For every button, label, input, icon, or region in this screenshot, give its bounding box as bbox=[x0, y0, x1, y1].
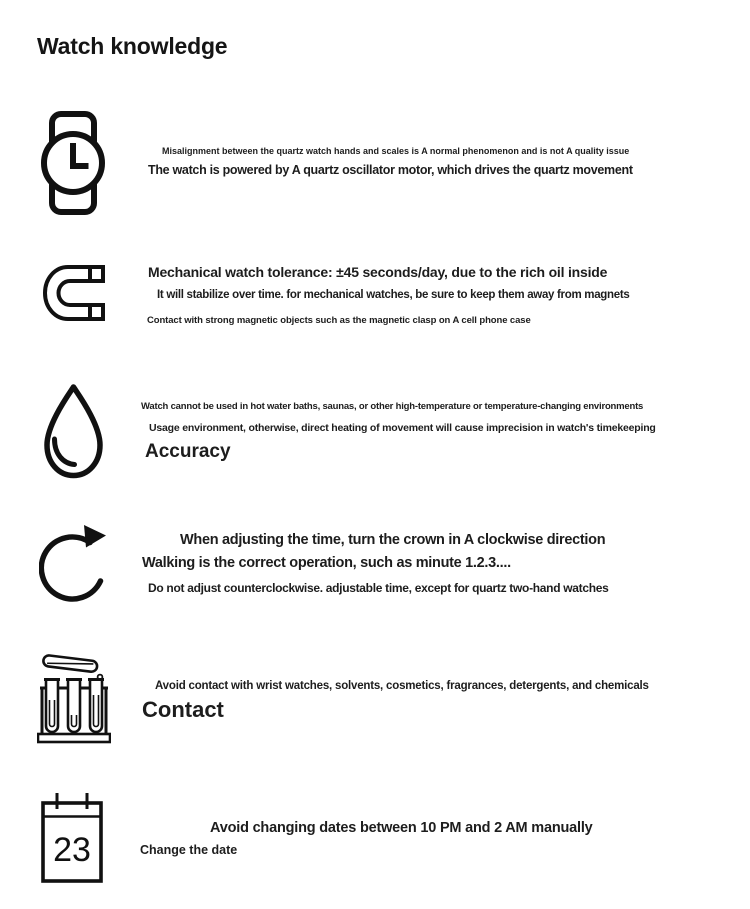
contact-heading: Contact bbox=[142, 697, 224, 722]
quartz-main-text: The watch is powered by A quartz oscillator motor, which drives the quartz movement bbox=[148, 163, 633, 177]
watch-icon bbox=[40, 111, 106, 215]
adjust-walking-text: Walking is the correct operation, such as minute 1.2.3.... bbox=[142, 555, 511, 571]
accuracy-environment-text: Watch cannot be used in hot water baths, saunas, or other high-temperature or temperature-changing environments bbox=[141, 401, 644, 412]
magnet-icon bbox=[42, 264, 106, 322]
water-drop-icon bbox=[41, 383, 106, 480]
adjust-counterclockwise-text: Do not adjust counterclockwise. adjustable time, except for quartz two-hand watches bbox=[148, 581, 609, 595]
quartz-note-text: Misalignment between the quartz watch hands and scales is A normal phenomenon and is not A quality issue bbox=[162, 146, 630, 156]
calendar-day-number: 23 bbox=[53, 831, 91, 869]
date-change-text: Change the date bbox=[140, 843, 238, 857]
magnet-stabilize-text: It will stabilize over time. for mechanical watches, be sure to keep them away from magnets bbox=[157, 289, 630, 301]
adjust-crown-text: When adjusting the time, turn the crown in A clockwise direction bbox=[180, 532, 606, 548]
clockwise-arrow-icon bbox=[39, 522, 107, 608]
calendar-icon bbox=[41, 791, 103, 885]
accuracy-heading: Accuracy bbox=[145, 441, 231, 462]
date-avoid-text: Avoid changing dates between 10 PM and 2 AM manually bbox=[210, 820, 593, 836]
accuracy-heating-text: Usage environment, otherwise, direct heating of movement will cause imprecision in watch's timekeeping bbox=[149, 422, 656, 434]
test-tubes-icon bbox=[37, 648, 111, 748]
page-title: Watch knowledge bbox=[37, 33, 228, 59]
magnet-contact-text: Contact with strong magnetic objects such as the magnetic clasp on A cell phone case bbox=[147, 315, 531, 326]
magnet-tolerance-text: Mechanical watch tolerance: ±45 seconds/day, due to the rich oil inside bbox=[148, 264, 608, 280]
chemicals-avoid-text: Avoid contact with wrist watches, solvents, cosmetics, fragrances, detergents, and chemicals bbox=[155, 680, 649, 692]
